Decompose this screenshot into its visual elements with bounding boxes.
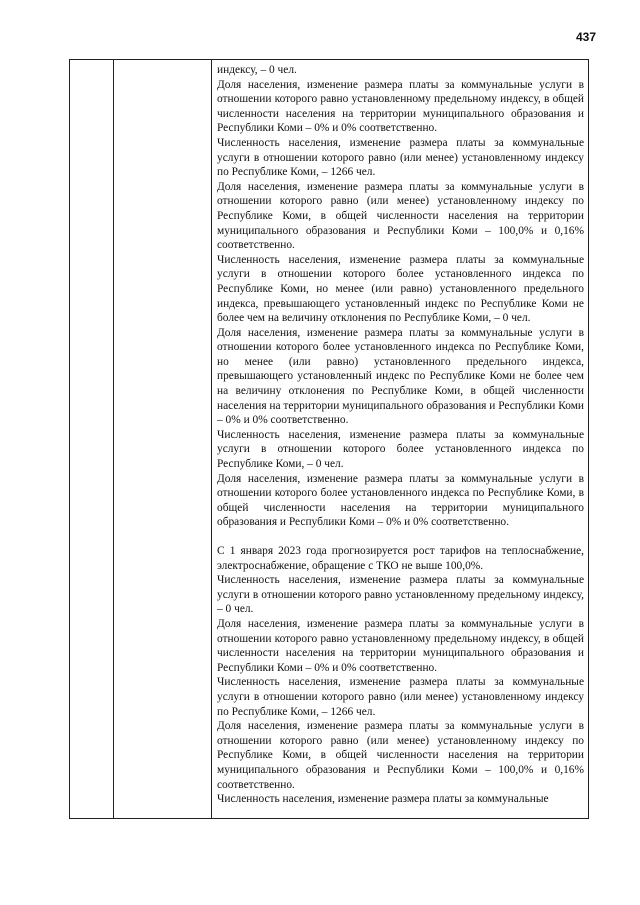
- paragraph: Доля населения, изменение размера платы за коммунальные услуги в отношении которого равно (или менее) установленному индексу по Республике Коми, в общей численности населения на территории муниципального образования и Республики Коми – 100,0% и 0,16% соответственно.: [217, 720, 584, 791]
- paragraph: Численность населения, изменение размера платы за коммунальные услуги в отношении которого равно установленному предельному индексу, – 0 чел.: [217, 574, 584, 616]
- table-column-number: [70, 60, 114, 818]
- table-column-text: [212, 60, 588, 818]
- paragraph: Доля населения, изменение размера платы за коммунальные услуги в отношении которого более установленного индекса по Республике Коми, в общей численности населения на территории муниципального образования и Республики Коми – 0% и 0% соответственно.: [217, 472, 584, 529]
- paragraph: Численность населения, изменение размера платы за коммунальные: [217, 793, 549, 806]
- paragraph: Численность населения, изменение размера платы за коммунальные услуги в отношении которого более установленного индекса по Республике Коми, но менее (или равно) установленного предельного индекса, превышающего установленный индекс по Республике Коми не более чем на величину отклонения по Республике Коми, – 0 чел.: [217, 253, 584, 325]
- paragraph: Доля населения, изменение размера платы за коммунальные услуги в отношении которого равно установленному предельному индексу, в общей численности населения на территории муниципального образования и Республики Коми – 0% и 0% соответственно.: [217, 78, 584, 135]
- paragraph: Численность населения, изменение размера платы за коммунальные услуги в отношении которого равно (или менее) установленному индексу по Республике Коми, – 1266 чел.: [217, 676, 584, 718]
- document-table: [69, 59, 589, 819]
- paragraph: Доля населения, изменение размера платы за коммунальные услуги в отношении которого более установленного индекса по Республике Коми, но менее (или равно) установленного предельного индекса, превышающего установленный индекс по Республике Коми не более чем на величину отклонения по Республике Коми, в общей численности населения на территории муниципального образования и Республики Коми – 0% и 0% соответственно.: [217, 326, 585, 427]
- page-number: 437: [575, 30, 596, 44]
- table-column-name: [114, 60, 212, 818]
- paragraph: индексу, – 0 чел.: [217, 64, 297, 76]
- paragraph: Доля населения, изменение размера платы за коммунальные услуги в отношении которого равно установленному предельному индексу, в общей численности населения на территории муниципального образования и Республики Коми – 0% и 0% соответственно.: [217, 617, 584, 674]
- paragraph: Численность населения, изменение размера платы за коммунальные услуги в отношении которого равно (или менее) установленному индексу по Республике Коми, – 1266 чел.: [217, 136, 584, 179]
- paragraph: Доля населения, изменение размера платы за коммунальные услуги в отношении которого равно (или менее) установленному индексу по Республике Коми, в общей численности населения на территории муниципального образования и Республики Коми – 100,0% и 0,16% соответственно.: [217, 180, 584, 252]
- paragraph: С 1 января 2023 года прогнозируется рост тарифов на теплоснабжение, электроснабжение, обращение с ТКО не выше 100,0%.: [217, 545, 584, 572]
- paragraph: Численность населения, изменение размера платы за коммунальные услуги в отношении которого более установленного индекса по Республике Коми, – 0 чел.: [217, 428, 584, 471]
